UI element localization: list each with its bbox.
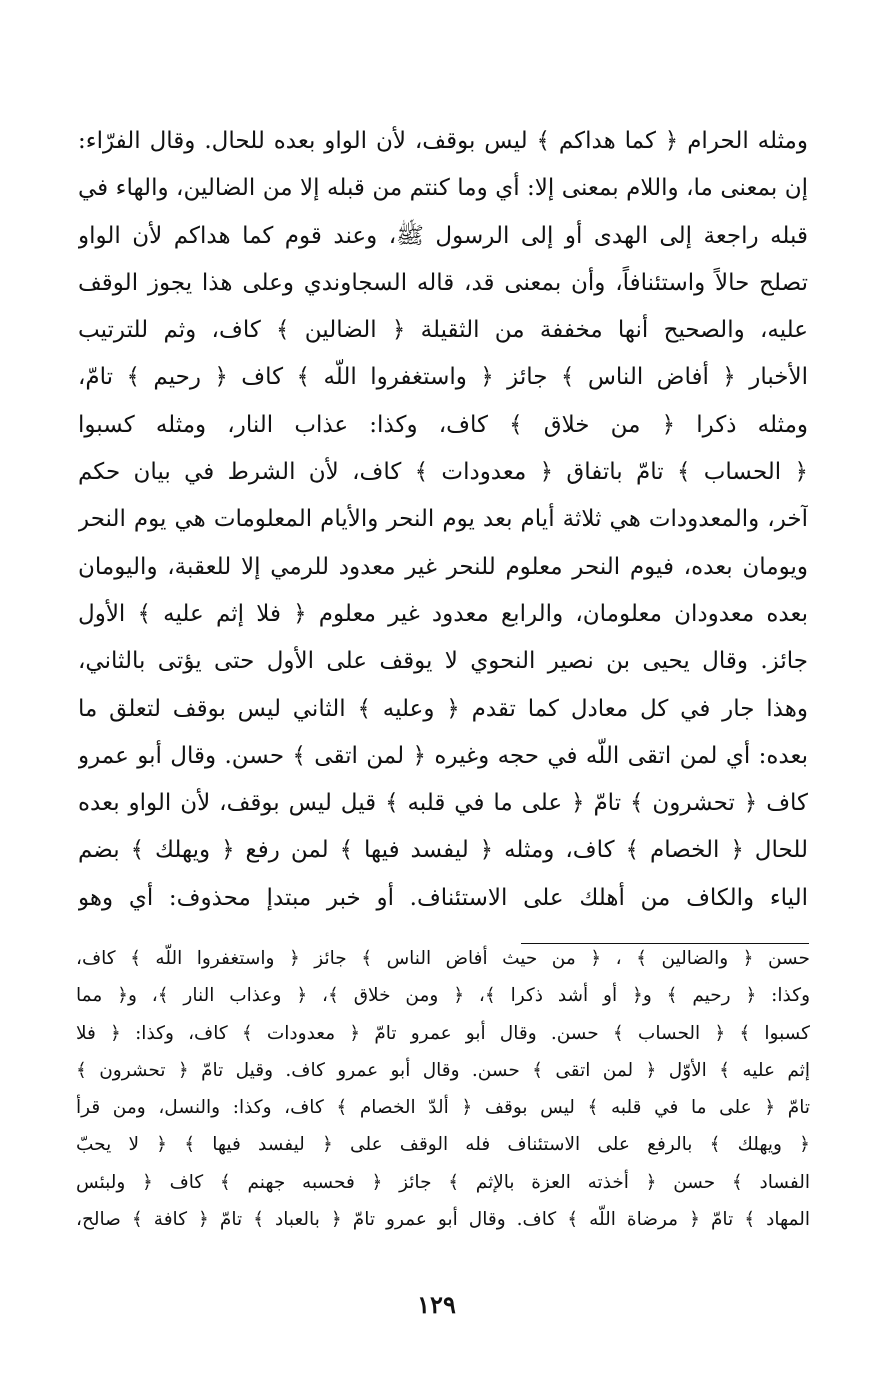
main-text-line: ومثله ذكرا ﴿ من خلاق ﴾ كاف، وكذا: عذاب النار، ومثله كسبوا xyxy=(78,411,808,438)
main-text-line: للحال ﴿ الخصام ﴾ كاف، ومثله ﴿ ليفسد فيها ﴾ لمن رفع ﴿ ويهلك ﴾ بضم xyxy=(78,837,808,864)
main-text-line: ﴿ الحساب ﴾ تامّ باتفاق ﴿ معدودات ﴾ كاف، لأن الشرط في بيان حكم xyxy=(78,459,808,486)
page-number: ١٢٩ xyxy=(417,1290,456,1319)
main-text-line: بعده معدودان معلومان، والرابع معدود غير معلوم ﴿ فلا إثم عليه ﴾ الأول xyxy=(78,600,808,627)
main-text-line: كاف ﴿ تحشرون ﴾ تامّ ﴿ على ما في قلبه ﴾ قيل ليس بوقف، لأن الواو بعده xyxy=(78,790,808,817)
footnote-line: حسن ﴿ والضالين ﴾ ، ﴿ من حيث أفاض الناس ﴾ جائز ﴿ واستغفروا اللّه ﴾ كاف، xyxy=(76,948,810,969)
main-text-line: جائز. وقال يحيى بن نصير النحوي لا يوقف على الأول حتى يؤتى بالثاني، xyxy=(78,648,808,675)
main-text-line: ويومان بعده، فيوم النحر معلوم للنحر غير معدود للرمي إلا للعقبة، واليومان xyxy=(78,553,808,580)
footnote-line: المهاد ﴾ تامّ ﴿ مرضاة اللّه ﴾ كاف. وقال أبو عمرو تامّ ﴿ بالعباد ﴾ تامّ ﴿ كافة ﴾ صالح، xyxy=(76,1209,810,1231)
main-text-line: إن بمعنى ما، واللام بمعنى إلا: أي وما كنتم من قبله إلا من الضالين، والهاء في xyxy=(78,175,808,202)
footnote-line: الفساد ﴾ حسن ﴿ أخذته العزة بالإثم ﴾ جائز ﴿ فحسبه جهنم ﴾ كاف ﴿ ولبئس xyxy=(76,1171,810,1193)
main-text-line: وهذا جار في كل معادل كما تقدم ﴿ وعليه ﴾ الثاني ليس بوقف لتعلق ما xyxy=(78,695,808,722)
footnotes-block xyxy=(76,940,810,1238)
main-text-line: تصلح حالاً واستئنافاً، وأن بمعنى قد، قاله السجاوندي وعلى هذا يجوز الوقف xyxy=(78,269,808,296)
main-text-line: قبله راجعة إلى الهدى أو إلى الرسول ﷺ، وعند قوم كما هداكم لأن الواو xyxy=(78,222,808,249)
main-text-line: الياء والكاف من أهلك على الاستئناف. أو خبر مبتدإ محذوف: أي وهو xyxy=(78,884,808,911)
main-text-block xyxy=(78,118,808,922)
main-text-line: بعده: أي لمن اتقى اللّه في حجه وغيره ﴿ لمن اتقى ﴾ حسن. وقال أبو عمرو xyxy=(78,742,808,769)
main-text-line: ومثله الحرام ﴿ كما هداكم ﴾ ليس بوقف، لأن الواو بعده للحال. وقال الفرّاء: xyxy=(78,128,808,154)
main-text-line: عليه، والصحيح أنها مخففة من الثقيلة ﴿ الضالين ﴾ كاف، وثم للترتيب xyxy=(78,317,808,344)
footnote-line: كسبوا ﴾ ﴿ الحساب ﴾ حسن. وقال أبو عمرو تامّ ﴿ معدودات ﴾ كاف، وكذا: ﴿ فلا xyxy=(76,1022,810,1044)
main-text-line: آخر، والمعدودات هي ثلاثة أيام بعد يوم النحر والأيام المعلومات هي يوم النحر xyxy=(78,506,808,533)
footnote-line: ﴿ ويهلك ﴾ بالرفع على الاستئناف فله الوقف على ﴿ ليفسد فيها ﴾ ﴿ لا يحبّ xyxy=(76,1134,810,1156)
main-text-line: الأخبار ﴿ أفاض الناس ﴾ جائز ﴿ واستغفروا اللّه ﴾ كاف ﴿ رحيم ﴾ تامّ، xyxy=(78,364,808,391)
footnote-line: وكذا: ﴿ رحيم ﴾ و﴿ أو أشد ذكرا ﴾، ﴿ ومن خلاق ﴾، ﴿ وعذاب النار ﴾، و﴿ مما xyxy=(76,985,810,1007)
footnote-line: تامّ ﴿ على ما في قلبه ﴾ ليس بوقف ﴿ ألدّ الخصام ﴾ كاف، وكذا: والنسل، ومن قرأ xyxy=(76,1097,810,1119)
footnote-line: إثم عليه ﴾ الأوّل ﴿ لمن اتقى ﴾ حسن. وقال أبو عمرو كاف. وقيل تامّ ﴿ تحشرون ﴾ xyxy=(76,1059,810,1081)
